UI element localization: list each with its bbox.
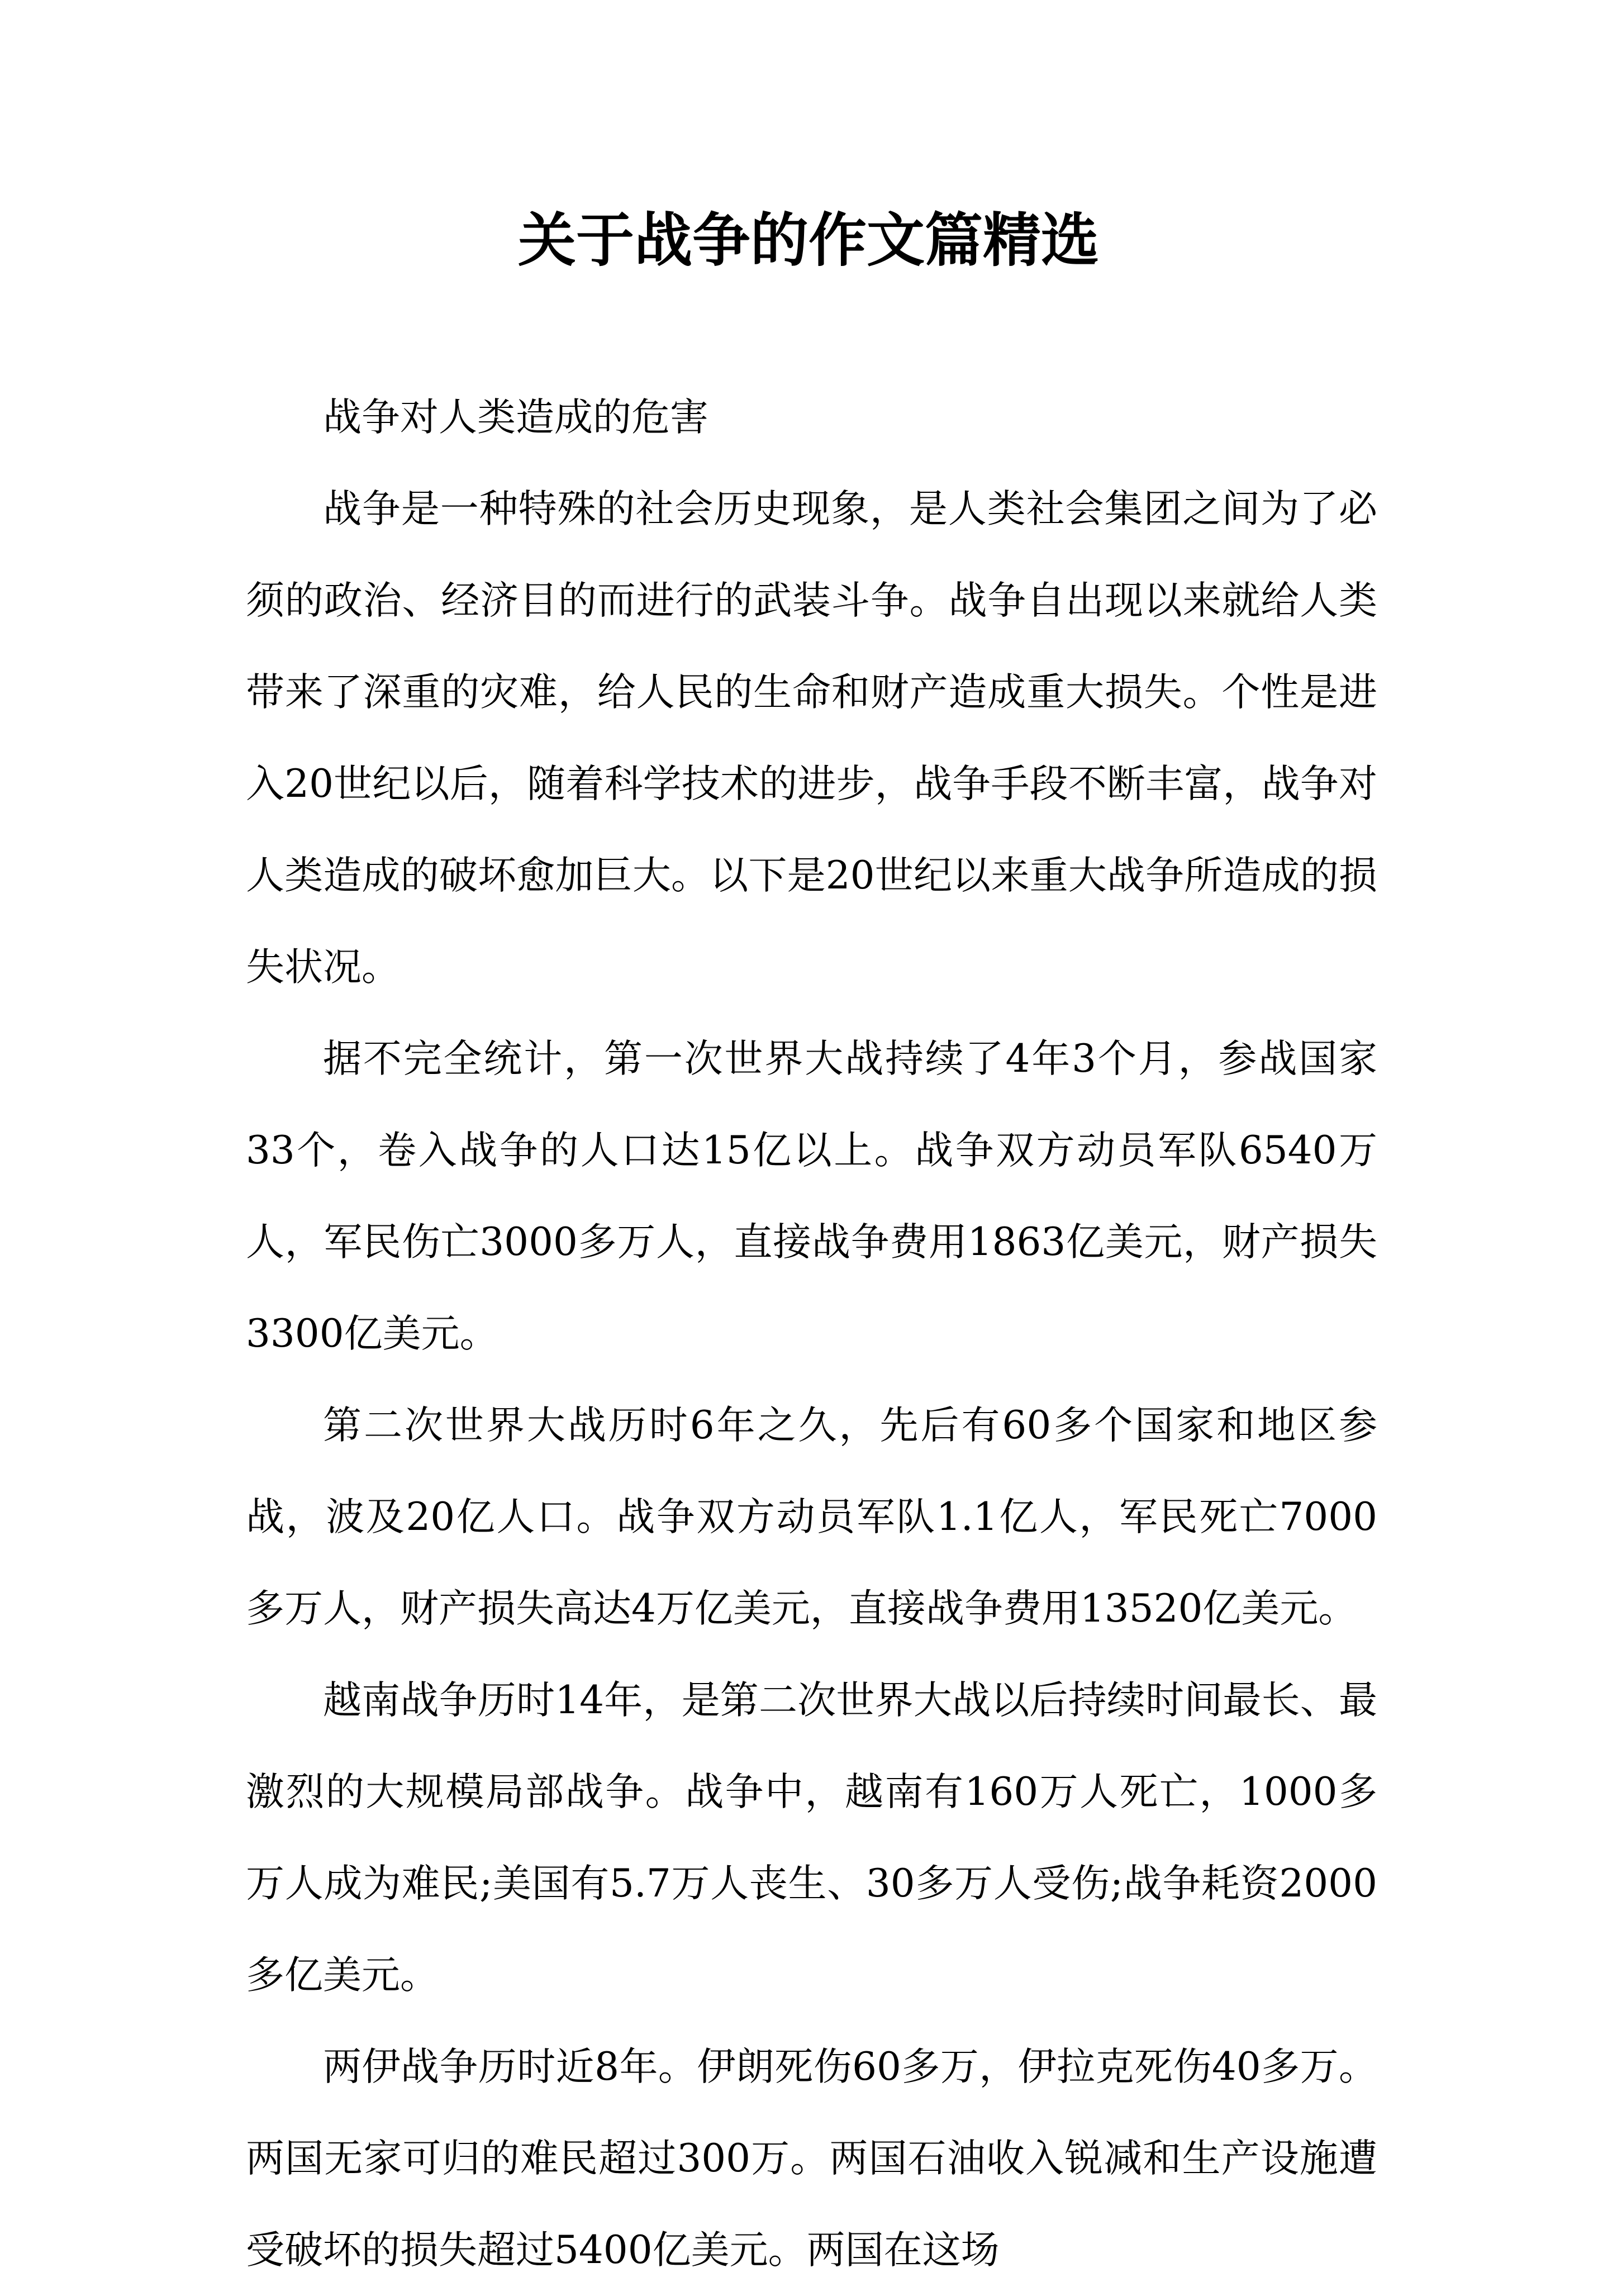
paragraph-vietnam-war: 越南战争历时14年，是第二次世界大战以后持续时间最长、最激烈的大规模局部战争。战争中，越南有160万人死亡，1000多万人成为难民;美国有5.7万人丧生、30多万人受伤;战争耗资2000多亿美元。	[246, 1678, 1377, 1998]
document-title: 关于战争的作文篇精选	[517, 206, 1099, 274]
document-body	[246, 372, 1377, 2296]
paragraph-ww2: 第二次世界大战历时6年之久，先后有60多个国家和地区参战，波及20亿人口。战争双方动员军队1.1亿人，军民死亡7000多万人，财产损失高达4万亿美元，直接战争费用13520亿美元。	[246, 1403, 1377, 1631]
paragraph-ww1: 据不完全统计，第一次世界大战持续了4年3个月，参战国家33个，卷入战争的人口达15亿以上。战争双方动员军队6540万人，军民伤亡3000多万人，直接战争费用1863亿美元，财产损失3300亿美元。	[246, 1037, 1377, 1356]
section-heading: 战争对人类造成的危害	[323, 395, 708, 440]
paragraph-iran-iraq-war: 两伊战争历时近8年。伊朗死伤60多万，伊拉克死伤40多万。两国无家可归的难民超过300万。两国石油收入锐减和生产设施遭受破坏的损失超过5400亿美元。两国在这场	[246, 2045, 1377, 2273]
paragraph-intro: 战争是一种特殊的社会历史现象，是人类社会集团之间为了必须的政治、经济目的而进行的武装斗争。战争自出现以来就给人类带来了深重的灾难，给人民的生命和财产造成重大损失。个性是进入20世纪以后，随着科学技术的进步，战争手段不断丰富，战争对人类造成的破坏愈加巨大。以下是20世纪以来重大战争所造成的损失状况。	[246, 487, 1377, 990]
